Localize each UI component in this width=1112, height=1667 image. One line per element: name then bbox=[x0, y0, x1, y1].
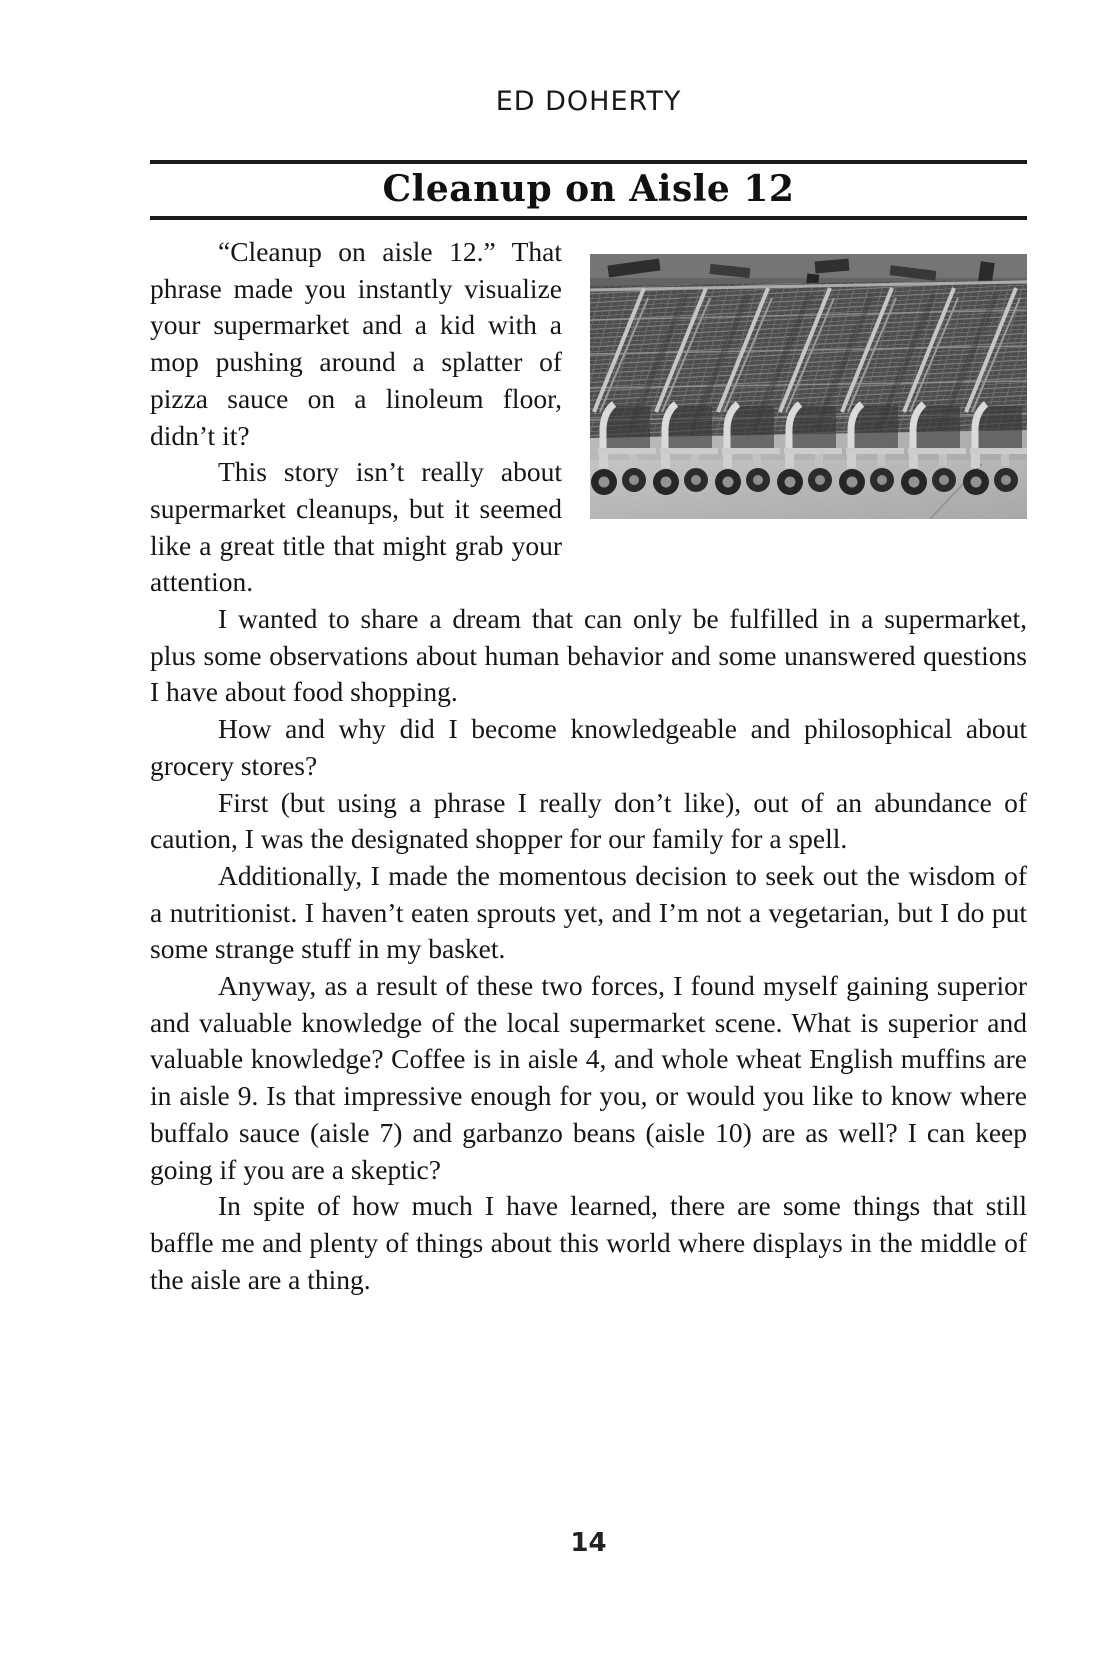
body-text bbox=[150, 234, 1027, 1298]
paragraph: How and why did I become knowledgeable and philosophical about grocery stores? bbox=[150, 713, 1027, 781]
paragraph: First (but using a phrase I really don’t like), out of an abundance of caution, I was the designated shopper for our family for a spell. bbox=[150, 786, 1027, 855]
shopping-carts-illustration bbox=[590, 254, 1027, 519]
paragraph: Additionally, I made the momentous decision to seek out the wisdom of a nutritionist. I haven’t eaten sprouts yet, and I’m not a vegetarian, but I do put some strange stuff in my basket. bbox=[150, 859, 1027, 965]
page-number: 14 bbox=[570, 1528, 607, 1558]
paragraph: “Cleanup on aisle 12.” That phrase made you instantly visualize your supermarket and a kid with a mop pushing around a splatter of pizza sauce on a linoleum floor, didn’t it? bbox=[150, 236, 562, 451]
paragraph: I wanted to share a dream that can only be fulfilled in a supermarket, plus some observations about human behavior and some unanswered questions I have about food shopping. bbox=[150, 603, 1027, 708]
paragraph: This story isn’t really about supermarket cleanups, but it seemed like a great title that might grab your attention. bbox=[150, 456, 562, 598]
running-header-author: ED DOHERTY bbox=[495, 86, 682, 117]
chapter-title-block bbox=[150, 160, 1027, 220]
paragraph: In spite of how much I have learned, there are some things that still baffle me and plenty of things about this world where displays in the middle of the aisle are a thing. bbox=[150, 1190, 1027, 1295]
paragraph: Anyway, as a result of these two forces, I found myself gaining superior and valuable knowledge of the local supermarket scene. What is superior and valuable knowledge? Coffee is in aisle 4, and whole wheat English muffins are in aisle 9. Is that impressive enough for you, or would you like to know where buffalo sauce (aisle 7) and garbanzo beans (aisle 10) are as well? I can keep going if you are a skeptic? bbox=[150, 970, 1027, 1185]
page-title: Cleanup on Aisle 12 bbox=[382, 168, 795, 210]
shopping-carts-photo bbox=[590, 254, 1027, 519]
